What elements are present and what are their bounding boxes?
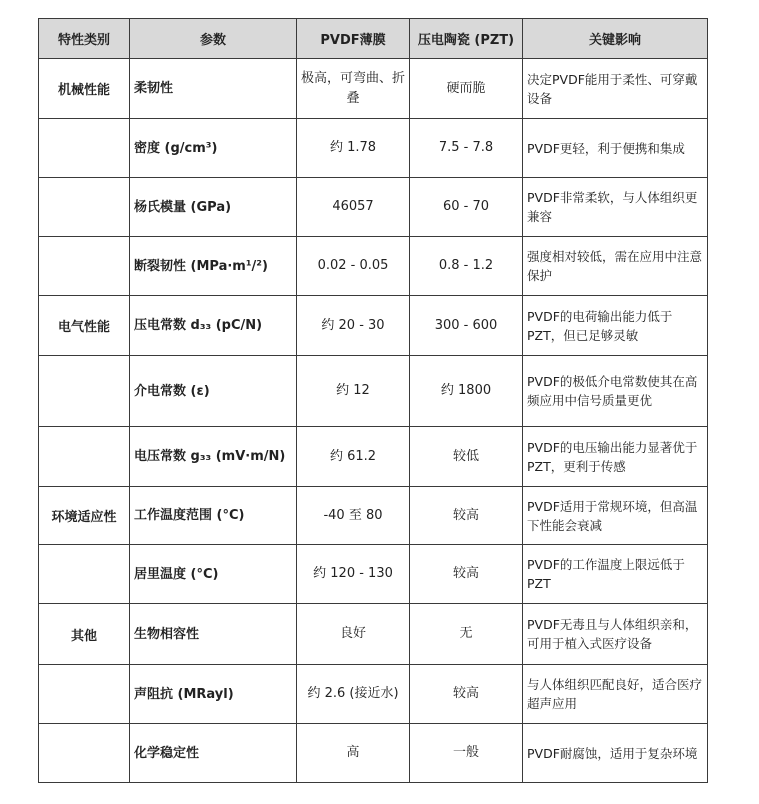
pvdf-cell: 约 61.2: [297, 427, 410, 487]
table-row: [39, 296, 708, 356]
category-cell: [39, 724, 130, 783]
pvdf-cell: 0.02 - 0.05: [297, 237, 410, 296]
table-row: [39, 237, 708, 296]
pzt-cell: 硬而脆: [410, 59, 523, 119]
pzt-cell: 60 - 70: [410, 178, 523, 237]
table-row: [39, 665, 708, 724]
category-cell: 其他: [39, 604, 130, 665]
pvdf-cell: 良好: [297, 604, 410, 665]
pvdf-cell: -40 至 80: [297, 487, 410, 545]
category-cell: [39, 427, 130, 487]
table-row: [39, 119, 708, 178]
category-cell: [39, 178, 130, 237]
param-cell: 密度 (g/cm³): [130, 119, 297, 178]
category-cell: [39, 665, 130, 724]
param-cell: 断裂韧性 (MPa·m¹/²): [130, 237, 297, 296]
category-cell: [39, 356, 130, 427]
header-impact: 关键影响: [523, 19, 708, 59]
table-row: [39, 604, 708, 665]
impact-cell: PVDF的工作温度上限远低于PZT: [523, 545, 708, 604]
table-row: [39, 178, 708, 237]
pvdf-cell: 约 20 - 30: [297, 296, 410, 356]
pzt-cell: 较高: [410, 545, 523, 604]
pzt-cell: 一般: [410, 724, 523, 783]
category-cell: [39, 545, 130, 604]
param-cell: 电压常数 g₃₃ (mV·m/N): [130, 427, 297, 487]
impact-cell: PVDF耐腐蚀，适用于复杂环境: [523, 724, 708, 783]
impact-cell: PVDF的极低介电常数使其在高频应用中信号质量更优: [523, 356, 708, 427]
category-cell: 环境适应性: [39, 487, 130, 545]
param-cell: 化学稳定性: [130, 724, 297, 783]
impact-cell: 与人体组织匹配良好，适合医疗超声应用: [523, 665, 708, 724]
table-row: [39, 427, 708, 487]
param-cell: 杨氏模量 (GPa): [130, 178, 297, 237]
impact-cell: PVDF非常柔软，与人体组织更兼容: [523, 178, 708, 237]
param-cell: 工作温度范围 (°C): [130, 487, 297, 545]
table-row: [39, 545, 708, 604]
pzt-cell: 0.8 - 1.2: [410, 237, 523, 296]
impact-cell: PVDF适用于常规环境，但高温下性能会衰减: [523, 487, 708, 545]
pzt-cell: 无: [410, 604, 523, 665]
pzt-cell: 7.5 - 7.8: [410, 119, 523, 178]
pvdf-cell: 高: [297, 724, 410, 783]
table-row: [39, 356, 708, 427]
param-cell: 居里温度 (°C): [130, 545, 297, 604]
table-row: [39, 59, 708, 119]
param-cell: 介电常数 (ε): [130, 356, 297, 427]
table-header-row: [39, 19, 708, 59]
header-pvdf: PVDF薄膜: [297, 19, 410, 59]
category-cell: [39, 119, 130, 178]
pvdf-cell: 46057: [297, 178, 410, 237]
param-cell: 柔韧性: [130, 59, 297, 119]
pzt-cell: 较高: [410, 487, 523, 545]
header-category: 特性类别: [39, 19, 130, 59]
pvdf-cell: 约 120 - 130: [297, 545, 410, 604]
header-param: 参数: [130, 19, 297, 59]
header-pzt: 压电陶瓷 (PZT): [410, 19, 523, 59]
param-cell: 压电常数 d₃₃ (pC/N): [130, 296, 297, 356]
comparison-table: [38, 18, 708, 783]
pvdf-cell: 约 12: [297, 356, 410, 427]
param-cell: 生物相容性: [130, 604, 297, 665]
pzt-cell: 较高: [410, 665, 523, 724]
pvdf-cell: 约 1.78: [297, 119, 410, 178]
pvdf-cell: 极高，可弯曲、折叠: [297, 59, 410, 119]
pzt-cell: 约 1800: [410, 356, 523, 427]
category-cell: 机械性能: [39, 59, 130, 119]
pvdf-cell: 约 2.6 (接近水): [297, 665, 410, 724]
table-row: [39, 487, 708, 545]
category-cell: [39, 237, 130, 296]
category-cell: 电气性能: [39, 296, 130, 356]
impact-cell: PVDF的电压输出能力显著优于PZT，更利于传感: [523, 427, 708, 487]
impact-cell: PVDF更轻，利于便携和集成: [523, 119, 708, 178]
pzt-cell: 较低: [410, 427, 523, 487]
pzt-cell: 300 - 600: [410, 296, 523, 356]
param-cell: 声阻抗 (MRayl): [130, 665, 297, 724]
impact-cell: PVDF无毒且与人体组织亲和，可用于植入式医疗设备: [523, 604, 708, 665]
impact-cell: PVDF的电荷输出能力低于PZT，但已足够灵敏: [523, 296, 708, 356]
impact-cell: 决定PVDF能用于柔性、可穿戴设备: [523, 59, 708, 119]
impact-cell: 强度相对较低，需在应用中注意保护: [523, 237, 708, 296]
table-row: [39, 724, 708, 783]
